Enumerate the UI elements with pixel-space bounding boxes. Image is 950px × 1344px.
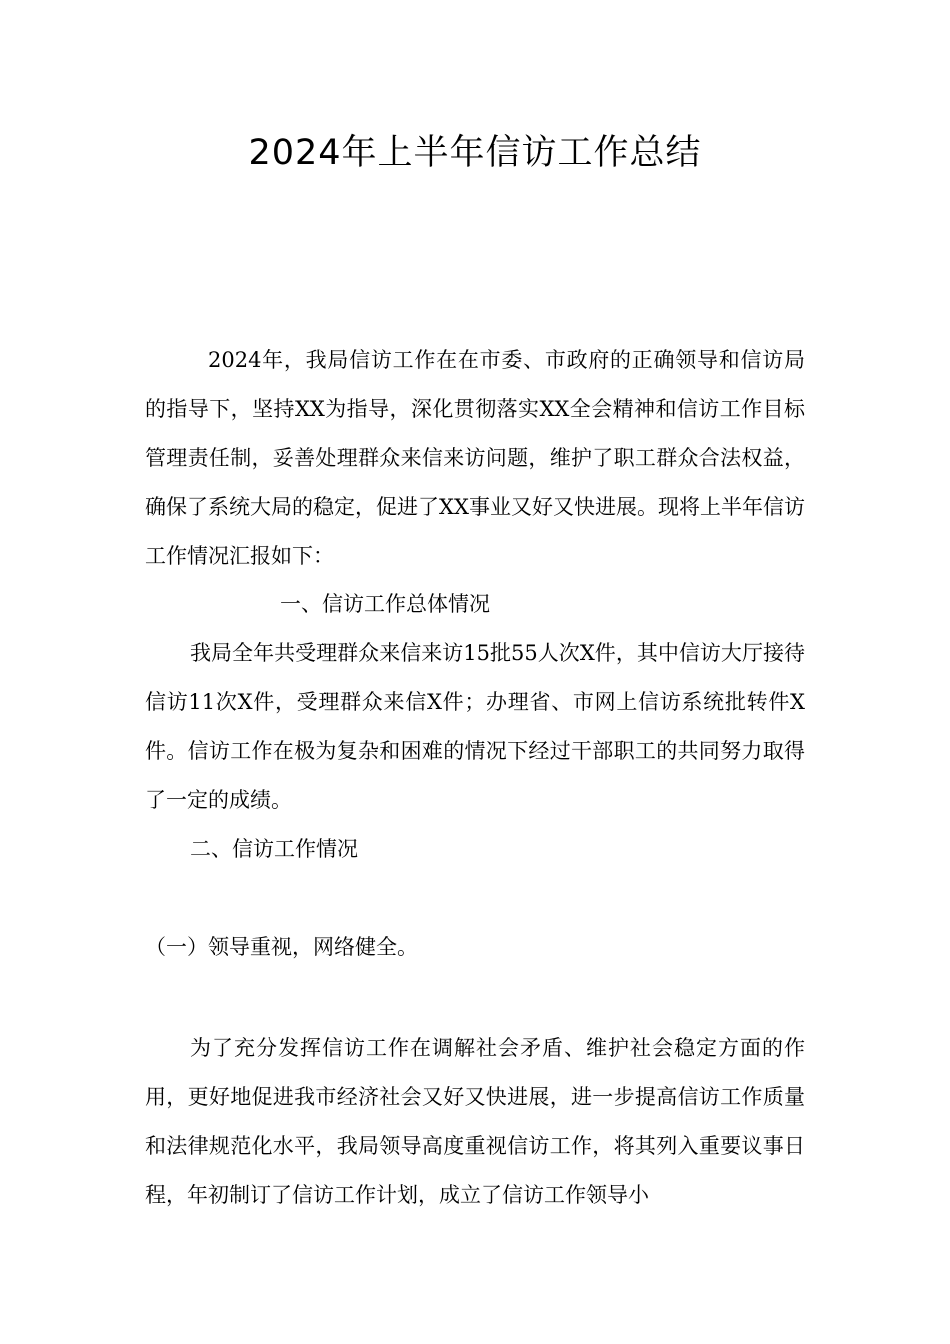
leadership-paragraph: 为了充分发挥信访工作在调解社会矛盾、维护社会稳定方面的作用，更好地促进我市经济社会又好又快进展，进一步提高信访工作质量和法律规范化水平，我局领导高度重视信访工作，将其列入重要议事日程，年初制订了信访工作计划，成立了信访工作领导小 [145, 1036, 805, 1207]
section-heading-overview: 一、信访工作总体情况 [280, 592, 490, 616]
subsection-heading-leadership: （一）领导重视，网络健全。 [145, 935, 418, 959]
overview-paragraph: 我局全年共受理群众来信来访15批55人次X件，其中信访大厅接待信访11次X件，受理群众来信X件；办理省、市网上信访系统批转件X件。信访工作在极为复杂和困难的情况下经过干部职工的共同努力取得了一定的成绩。 [145, 641, 805, 812]
page-title: 2024年上半年信访工作总结 [248, 133, 702, 173]
section-heading-work: 二、信访工作情况 [190, 837, 358, 861]
intro-paragraph: 2024年，我局信访工作在在市委、市政府的正确领导和信访局的指导下，坚持XX为指导，深化贯彻落实XX全会精神和信访工作目标管理责任制，妥善处理群众来信来访问题，维护了职工群众合法权益，确保了系统大局的稳定，促进了XX事业又好又快进展。现将上半年信访工作情况汇报如下： [145, 348, 805, 568]
